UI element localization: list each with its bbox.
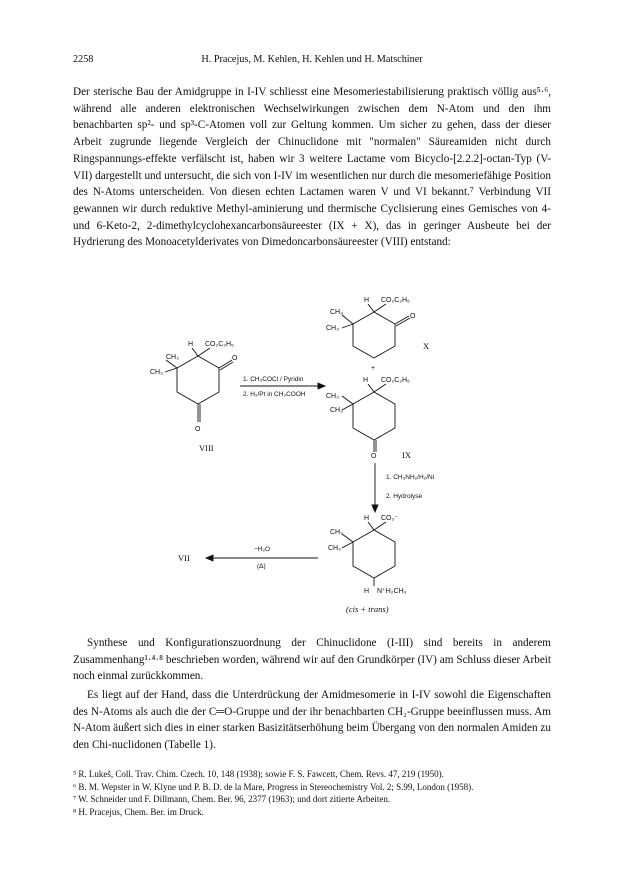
ester-label: CO₂C₂H₅ <box>381 377 410 384</box>
page-number: 2258 <box>73 54 94 65</box>
ester-label: CO₂C₂H₅ <box>381 297 410 304</box>
ring-amino-acid <box>353 530 395 578</box>
compound-viii <box>150 341 238 453</box>
h-label: H <box>188 341 194 348</box>
paragraph-intro: Der sterische Bau der Amidgruppe in I-IV schliesst eine Mesomeriestabilisierung praktisch völlig aus⁵·⁶, während alle anderen elektronischen Wechselwirkungen zwischen dem N-Atom und den ihm benachbarten sp²- und sp³-C-Atomen voll zur Geltung kommen. Um sicher zu gehen, dass der dieser Arbeit zugrunde liegende Vergleich der Chinuclidone mit "normalen" Säureamiden nicht durch Ringspannungs-effekte verfälscht ist, haben wir 3 weitere Lactame vom Bicyclo-[2.2.2]-octan-Typ (V-VII) dargestellt und untersucht, die sich von I-IV im wesentlichen nur durch die mesomeriefähige Position des N-Atoms unterscheiden. Von diesen echten Lactamen waren V und VI bekannt.⁷ Verbindung VII gewannen wir durch reduktive Methyl-aminierung und thermische Cyclisierung eines Gemisches von 4- und 6-Keto-2, 2-dimethylcyclohexancarbonsäureester (IX + X), das in geringer Ausbeute bei der Hydrierung des Monoacetylderivates von Dimedoncarbonsäureester (VIII) entstand: <box>73 86 551 249</box>
oxo-label: O <box>410 313 416 320</box>
footnote: ⁷ W. Schneider und F. Dillmann, Chem. Ber. 96, 2377 (1963); und dort zitierte Arbeiten. <box>73 794 391 805</box>
methyl-label: CH₃ <box>330 309 343 316</box>
reagent-text: 1. CH₃NH₂/H₂/Ni <box>386 474 435 481</box>
ester-label: CO₂C₂H₅ <box>205 341 234 348</box>
methyl-label: CH₃ <box>328 545 341 552</box>
methyl-label: CH₃ <box>330 529 343 536</box>
plus-sign: + <box>371 365 376 372</box>
compound-label-vii: VII <box>178 553 190 563</box>
h-label: H <box>364 297 370 304</box>
methyl-label: CH₃ <box>326 325 339 332</box>
methyl-label: CH₃ <box>150 369 163 376</box>
carboxylate-label: CO₂⁻ <box>381 515 398 522</box>
paragraph-mesomerism: Es liegt auf der Hand, dass die Unterdrückung der Amidmesomerie in I-IV sowohl die Eigenschaften des N-Atoms als auch die der C═O-Gruppe und der ihr benachbarten CH₂-Gruppe beeinflussen muss. Am N-Atom äußert sich dies in einer starken Basizitätserhöhung beim Übergang von den normalen Amiden zu den Chi-nuclidonen (Tabelle 1). <box>73 689 551 752</box>
mixture-label: (cis + trans) <box>346 604 389 614</box>
h-label: H <box>363 377 369 384</box>
arrow-step-3 <box>178 546 318 570</box>
compound-amino-acid <box>328 515 407 614</box>
compound-ix <box>326 377 411 460</box>
footnote: ⁶ B. M. Wepster in W. Klyne und P. B. D. de la Mare, Progress in Stereochemistry Vol. 2; S.99, London (1958). <box>73 781 474 792</box>
methyl-label: CH₃ <box>166 354 179 361</box>
ring-ix <box>353 392 395 440</box>
oxo-label: O <box>232 355 238 362</box>
ring-x <box>353 312 395 358</box>
compound-label-ix: IX <box>402 450 411 460</box>
ammonium-label: N⁺H₂CH₃ <box>377 588 407 595</box>
oxo-label: O <box>195 426 201 433</box>
paragraph-synthesis: Synthese und Konfigurationszuordnung der Chinuclidone (I-III) sind bereits in anderem Zusammenhang¹·⁴·⁸ beschrieben worden, während wir auf den Grundkörper (IV) am Schluss dieser Arbeit noch einmal zurückkommen. <box>73 637 551 683</box>
ring-viii <box>177 356 219 404</box>
reagent-text: (Δ) <box>257 563 266 570</box>
compound-label-x: X <box>423 341 430 351</box>
reagent-text: 2. H₂/Pt in CH₃COOH <box>243 391 306 398</box>
arrow-step-2 <box>372 463 434 512</box>
methyl-label: CH₃ <box>330 407 343 414</box>
footnote: ⁵ R. Lukeš, Coll. Trav. Chim. Czech. 10, 148 (1938); sowie F. S. Fawcett, Chem. Revs. 47, 219 (1950). <box>73 769 444 779</box>
running-title: H. Pracejus, M. Kehlen, H. Kehlen und H. Matschiner <box>201 54 423 65</box>
h-label: H <box>364 588 370 595</box>
footnotes <box>73 768 551 818</box>
reagent-text: 1. CH₃COCl / Pyridin <box>243 376 304 383</box>
reagent-text: 2. Hydrolyse <box>386 493 423 500</box>
oxo-label: O <box>371 453 377 460</box>
compound-label-viii: VIII <box>199 443 214 453</box>
compound-x <box>326 297 429 358</box>
footnote: ⁸ H. Pracejus, Chem. Ber. im Druck. <box>73 806 204 817</box>
reagent-text: −H₂O <box>254 546 271 553</box>
arrow-step-1 <box>240 376 325 398</box>
methyl-label: CH₃ <box>326 393 339 400</box>
h-label: H <box>364 515 370 522</box>
